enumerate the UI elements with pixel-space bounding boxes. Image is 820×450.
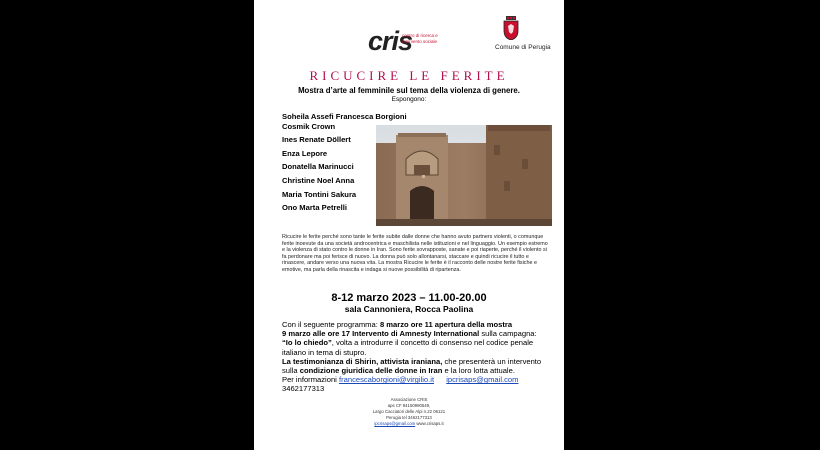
exhibition-description: Ricucire le ferite perché sono tante le ferite subite dalle donne che hanno avuto partners violenti, o comunque ferite inoevute da una società androcentrica e maschilista nelle istituzioni e nel linguaggio. Un esempio estremo e la violenza di stato contro le donne in Iran. Sono ferite sovrapposte, sanate e poi riaperte, perché il violento si fa perdonare ma poi ferisce di nuovo. La donna può solo allontanarsi, staccare e quindi ricucire il tutto e rinascere, andare verso una nuova vita. La mostra Ricucire le ferite è il racconto delle nostre ferite fisiche e emotive, ma parla della rinascita e indaga si nuove possibilità di ripartenza. bbox=[282, 234, 548, 273]
artist-line: Ines Renate Döllert bbox=[282, 135, 351, 145]
contact-phone: 3462177313 bbox=[282, 384, 325, 394]
artist-line: Maria Tontini Sakura bbox=[282, 189, 357, 199]
association-footer: Associazione CRIS aps CF 94150990549, Largo Cacciatori delle Alpi n.22 06121 Perugia tel 3462177313 ipcrisaps@gmail.com www.crisaps.it bbox=[372, 397, 446, 427]
page-subtitle: Mostra d’arte al femminile sul tema della violenza di genere. bbox=[298, 86, 520, 95]
page-title: RICUCIRE LE FERITE bbox=[309, 68, 509, 83]
artist-line: Christine Noel Anna bbox=[282, 175, 355, 185]
artist-line: Enza Lepore bbox=[282, 148, 328, 158]
artist-line: Soheila Assefi Francesca Borgioni bbox=[282, 112, 407, 121]
program-campaign: “Io lo chiedo”, volta a introdurre il concetto di consenso nel codice penale italiano in tema di stupro. bbox=[282, 338, 534, 357]
email-link-cris[interactable]: ipcrisaps@gmail.com bbox=[446, 375, 519, 385]
cris-logo: cris bbox=[368, 26, 413, 56]
artist-line: Donatella Marinucci bbox=[282, 162, 354, 172]
rocca-paolina-photo bbox=[376, 125, 552, 226]
email-link-borgioni[interactable]: francescaborgioni@virgilio.it bbox=[338, 375, 435, 385]
document-page bbox=[254, 0, 564, 450]
program-testimony: La testimonianza di Shirin, attivista iraniana, che presenterà un intervento sulla condizione giuridica delle donne in Iran e la loro lotta attuale. bbox=[282, 356, 542, 376]
cris-logo-subtitle: centro di ricerca e intervento sociale bbox=[402, 33, 438, 44]
event-venue: sala Cannoniera, Rocca Paolina bbox=[344, 304, 474, 314]
comune-label: Comune di Perugia bbox=[495, 44, 551, 51]
artist-line: Cosmik Crown bbox=[282, 121, 336, 131]
event-dates: 8-12 marzo 2023 – 11.00-20.00 bbox=[331, 292, 487, 304]
program-contacts: Per informazioni francescaborgioni@virgilio.it ipcrisaps@gmail.com bbox=[282, 375, 519, 385]
program-intro: Con il seguente programma: 8 marzo ore 11 apertura della mostra bbox=[282, 320, 513, 329]
program-amnesty: 9 marzo alle ore 17 Intervento di Amnesty International sulla campagna: bbox=[282, 329, 537, 339]
footer-email-link[interactable]: ipcrisaps@gmail.com bbox=[374, 421, 416, 427]
comune-crest-icon bbox=[503, 16, 519, 40]
exhibitors-label: Espongono: bbox=[391, 96, 427, 103]
event-program bbox=[282, 320, 554, 394]
artist-line: Ono Marta Petrelli bbox=[282, 203, 347, 213]
